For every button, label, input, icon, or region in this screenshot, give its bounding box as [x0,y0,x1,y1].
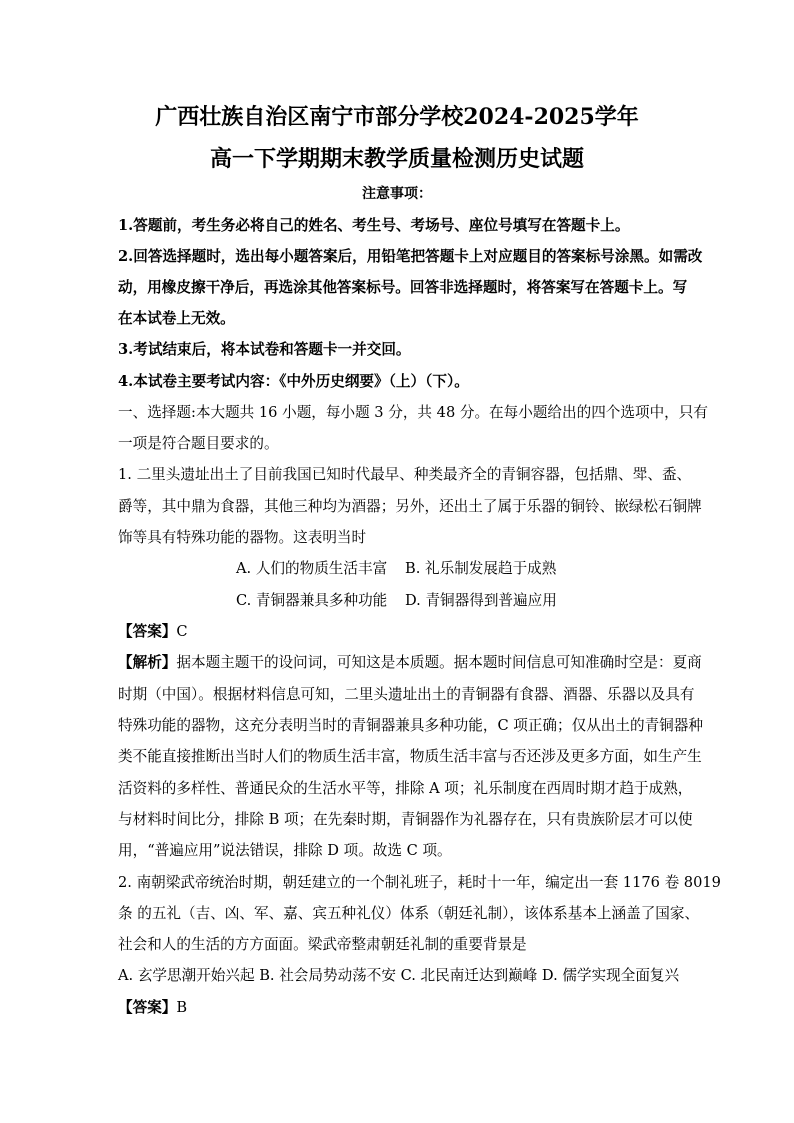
answer-value: C [176,623,188,640]
q1-option-b: B. 礼乐制发展趋于成熟 [405,560,557,577]
q2-stem-line2: 条 的五礼（吉、凶、军、嘉、宾五种礼仪）体系（朝廷礼制），该体系基本上涵盖了国家、 [118,905,700,922]
q1-analysis-line7: 用，“普遍应用”说法错误，排除 D 项。故选 C 项。 [118,842,452,859]
q2-stem-line3: 社会和人的生活的方方面面。梁武帝整肃朝廷礼制的重要背景是 [118,936,527,953]
q1-stem-line2: 爵等，其中鼎为食器，其他三种均为酒器；另外，还出土了属于乐器的铜铃、嵌绿松石铜牌 [118,498,702,515]
notice-item-2-cont: 动，用橡皮擦干净后，再选涂其他答案标号。回答非选择题时，将答案写在答题卡上。写 [118,279,688,296]
q1-analysis-line1 [118,653,702,673]
q1-analysis-line4: 类不能直接推断出当时人们的物质生活丰富，物质生活丰富与否还涉及更多方面，如生产生 [118,748,702,765]
q2-stem-line1: 2. 南朝梁武帝统治时期，朝廷建立的一个制礼班子，耗时十一年，编定出一套 1176 卷 8019 [118,874,721,891]
q1-option-d: D. 青铜器得到普遍应用 [405,592,557,609]
notice-item-2-end: 在本试卷上无效。 [118,310,235,327]
notice-item-1: 1.答题前，考生务必将自己的姓名、考生号、考场号、座位号填写在答题卡上。 [118,217,630,234]
q1-analysis-line5: 活资料的多样性、普通民众的生活水平等，排除 A 项；礼乐制度在西周时期才趋于成熟， [118,780,693,797]
q1-stem-line3: 饰等具有特殊功能的器物。这表明当时 [118,529,367,546]
notice-heading: 注意事项： [362,186,432,202]
q1-analysis-line2: 时期（中国）。根据材料信息可知，二里头遗址出土的青铜器有食器、酒器、乐器以及具有 [118,686,695,703]
q1-option-a: A. 人们的物质生活丰富 [236,560,388,577]
section-heading-cont: 一项是符合题目要求的。 [118,435,279,452]
exam-title-line2: 高一下学期期末教学质量检测历史试题 [209,146,584,172]
exam-title-line1: 广西壮族自治区南宁市部分学校2024-2025学年 [155,104,639,130]
analysis-text: 据本题主题干的设问词，可知这是本质题。据本题时间信息可知准确时空是：夏商 [176,654,702,671]
q1-analysis-line3: 特殊功能的器物，这充分表明当时的青铜器兼具多种功能，C 项正确；仅从出土的青铜器种 [118,717,703,734]
answer-tag: 【答案】 [118,999,177,1016]
q2-answer [118,998,678,1018]
q1-option-c: C. 青铜器兼具多种功能 [236,592,388,609]
q1-stem-line1: 1. 二里头遗址出土了目前我国已知时代最早、种类最齐全的青铜容器，包括鼎、斝、盉、 [118,466,692,483]
section-heading: 一、选择题:本大题共 16 小题，每小题 3 分，共 48 分。在每小题给出的四个选项中，只有 [118,404,708,421]
analysis-tag: 【解析】 [118,654,177,671]
notice-item-2: 2.回答选择题时，选出每小题答案后，用铅笔把答题卡上对应题目的答案标号涂黑。如需改 [118,248,703,265]
notice-item-3: 3.考试结束后，将本试卷和答题卡一并交回。 [118,341,411,358]
answer-value: B [176,999,188,1016]
notice-item-4: 4.本试卷主要考试内容：《中外历史纲要》（上）（下）。 [118,373,469,390]
q1-analysis-line6: 与材料时间比分，排除 B 项；在先秦时期，青铜器作为礼器存在，只有贵族阶层才可以使 [118,811,693,828]
answer-tag: 【答案】 [118,623,177,640]
q1-answer [118,622,678,642]
q2-options: A. 玄学思潮开始兴起 B. 社会局势动荡不安 C. 北民南迁达到巅峰 D. 儒学实现全面复兴 [118,967,680,984]
